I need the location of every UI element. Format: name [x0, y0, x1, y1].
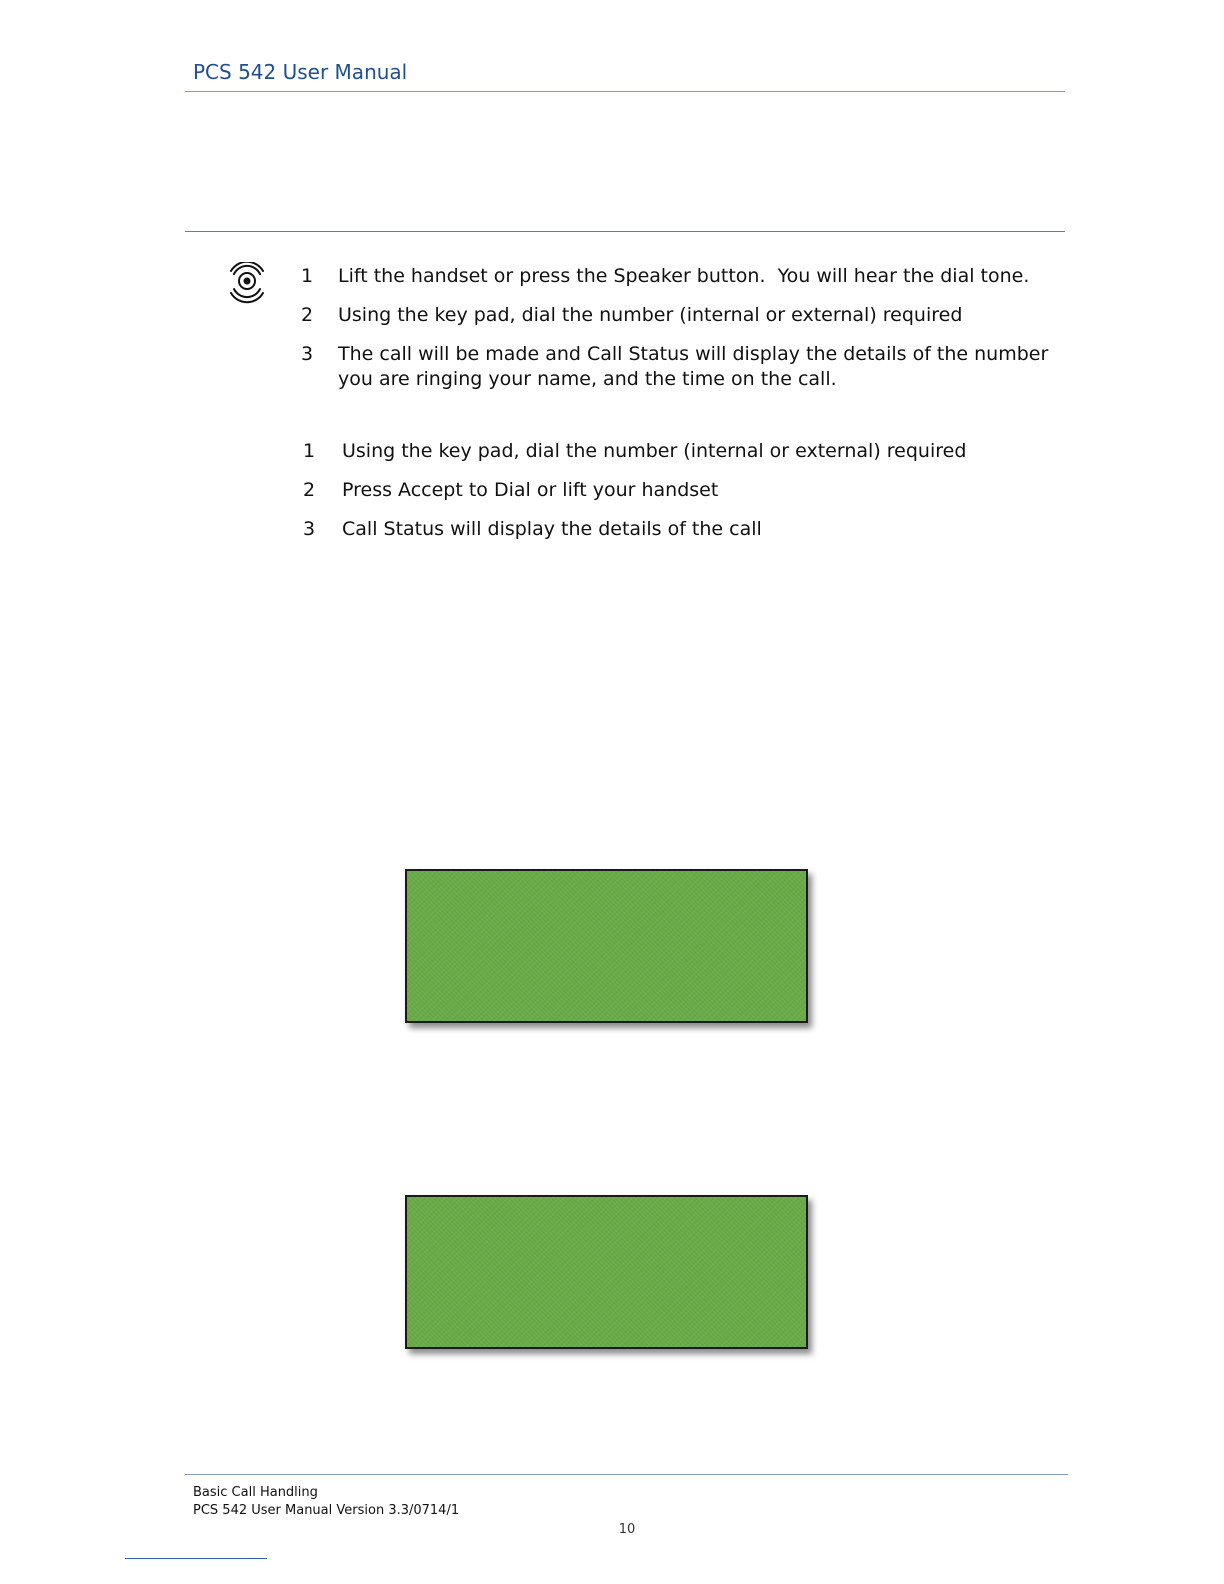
step-number: 1: [303, 440, 316, 462]
bottom-link-underline: [125, 1558, 267, 1559]
step-number: 3: [303, 518, 316, 540]
step-number: 2: [301, 304, 314, 326]
page-number: 10: [618, 1522, 636, 1537]
list-item: [301, 342, 1081, 392]
list-item: [303, 439, 1063, 464]
list-item: [303, 478, 1063, 503]
step-text: The call will be made and Call Status will display the details of the number you are ringing your name, and the time on the call.: [338, 343, 1055, 390]
step-text: Lift the handset or press the Speaker button. You will hear the dial tone.: [338, 265, 1030, 287]
footer-rule: [185, 1474, 1068, 1475]
lcd-display-dialing: [405, 869, 808, 1023]
list-item: [301, 264, 1081, 289]
handset-dial-steps: [301, 264, 1081, 392]
step-number: 3: [301, 343, 314, 365]
lcd-display-call-status: [405, 1195, 808, 1349]
page-header-title: PCS 542 User Manual: [193, 60, 408, 84]
list-item: [301, 303, 1081, 328]
section-divider: [185, 231, 1065, 232]
footer-version: PCS 542 User Manual Version 3.3/0714/1: [193, 1503, 460, 1518]
speaker-icon: [226, 262, 268, 304]
list-item: [303, 517, 1063, 542]
footer-section-title: Basic Call Handling: [193, 1485, 318, 1500]
step-text: Using the key pad, dial the number (internal or external) required: [338, 304, 963, 326]
step-number: 1: [301, 265, 314, 287]
header-rule: [185, 91, 1065, 92]
predial-steps: [303, 439, 1063, 556]
step-number: 2: [303, 479, 316, 501]
step-text: Press Accept to Dial or lift your handset: [342, 479, 719, 501]
step-text: Call Status will display the details of the call: [342, 518, 762, 540]
step-text: Using the key pad, dial the number (internal or external) required: [342, 440, 967, 462]
